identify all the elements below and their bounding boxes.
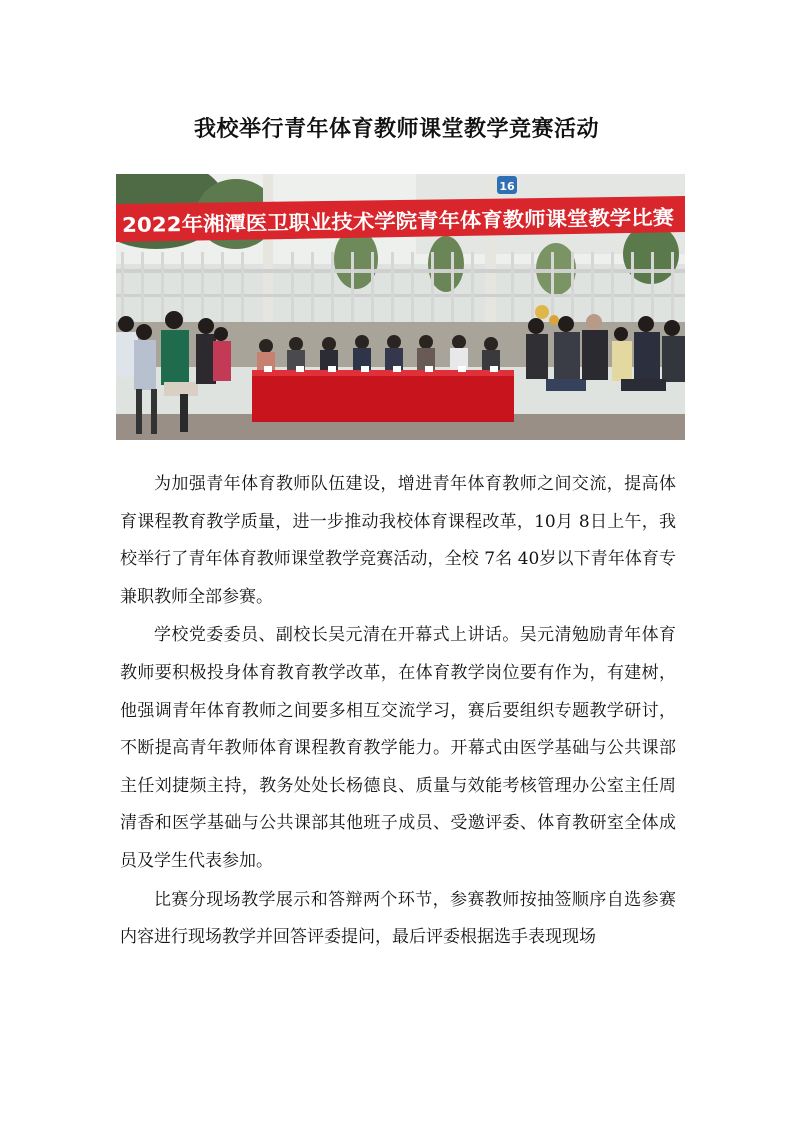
- article-body: [120, 466, 676, 958]
- banner-text: 2022年湘潭医卫职业技术学院青年体育教师课堂教学比赛: [121, 205, 638, 237]
- article-title: 我校举行青年体育教师课堂教学竞赛活动: [193, 117, 599, 142]
- paragraph-3: 比赛分现场教学展示和答辩两个环节，参赛教师按抽签顺序自选参赛内容进行现场教学并回答评委提问，最后评委根据选手表现现场: [120, 889, 676, 948]
- pole-sign-label: 16: [499, 180, 515, 193]
- paragraph-2: 学校党委委员、副校长吴元清在开幕式上讲话。吴元清勉励青年体育教师要积极投身体育教育教学改革，在体育教学岗位要有作为，有建树，他强调青年体育教师之间要多相互交流学习，赛后要组织专题教学研讨，不断提高青年教师体育课程教育教学能力。开幕式由医学基础与公共课部主任刘捷频主持，教务处处长杨德良、质量与效能考核管理办公室主任周清香和医学基础与公共课部其他班子成员、受邀评委、体育教研室全体成员及学生代表参加。: [120, 625, 676, 871]
- event-photo: [116, 174, 685, 440]
- paragraph-1: 为加强青年体育教师队伍建设，增进青年体育教师之间交流，提高体育课程教育教学质量，进一步推动我校体育课程改革，10月 8日上午，我校举行了青年体育教师课堂教学竞赛活动，全校 7名 40岁以下青年体育专兼职教师全部参赛。: [120, 474, 676, 607]
